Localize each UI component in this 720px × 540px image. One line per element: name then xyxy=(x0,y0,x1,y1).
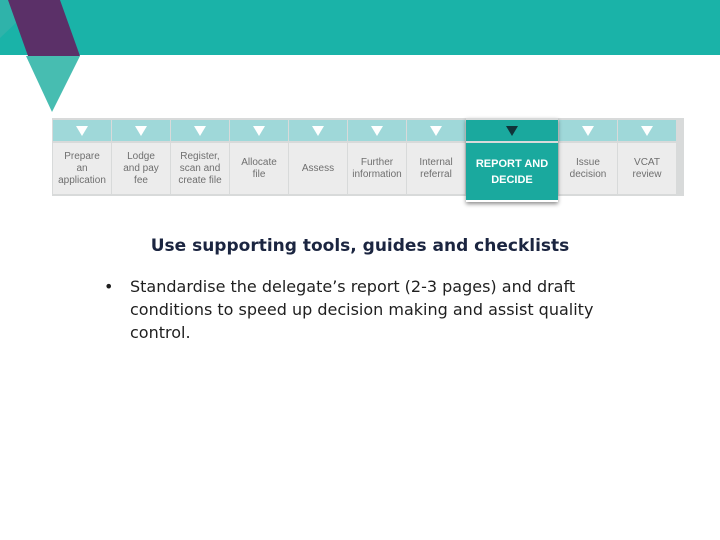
process-step xyxy=(618,118,676,196)
down-arrow-icon xyxy=(430,126,442,136)
corner-triangle-decoration xyxy=(0,0,82,112)
process-step xyxy=(466,118,558,202)
process-step xyxy=(171,118,229,196)
down-arrow-icon xyxy=(76,126,88,136)
down-arrow-icon xyxy=(312,126,324,136)
process-step xyxy=(289,118,347,196)
step-label: VCAT review xyxy=(618,143,676,194)
step-header xyxy=(407,120,465,141)
bullet-dot: • xyxy=(104,277,114,296)
step-header xyxy=(289,120,347,141)
step-header xyxy=(348,120,406,141)
step-label: Lodge and pay fee xyxy=(112,143,170,194)
down-arrow-icon xyxy=(135,126,147,136)
step-header xyxy=(53,120,111,141)
step-label: Allocate file xyxy=(230,143,288,194)
top-color-band xyxy=(0,0,720,55)
step-label: Internal referral xyxy=(407,143,465,194)
process-step xyxy=(559,118,617,196)
step-label: Issue decision xyxy=(559,143,617,194)
step-header xyxy=(466,120,558,141)
step-label: Assess xyxy=(289,143,347,194)
down-arrow-icon xyxy=(582,126,594,136)
step-label: Prepare an application xyxy=(53,143,111,194)
process-step xyxy=(348,118,406,196)
down-arrow-icon xyxy=(506,126,518,136)
down-arrow-icon xyxy=(641,126,653,136)
bullet-text: Standardise the delegate’s report (2-3 pages) and draft conditions to speed up decision making and assist quality control. xyxy=(130,277,594,342)
down-arrow-icon xyxy=(253,126,265,136)
process-step xyxy=(53,118,111,196)
down-arrow-icon xyxy=(194,126,206,136)
down-arrow-icon xyxy=(371,126,383,136)
process-step xyxy=(407,118,465,196)
step-header xyxy=(112,120,170,141)
bullet-list xyxy=(104,275,624,344)
bullet-item xyxy=(104,275,624,344)
slide-subtitle: Use supporting tools, guides and checklists xyxy=(150,236,570,256)
step-header xyxy=(559,120,617,141)
process-step xyxy=(230,118,288,196)
step-label: Further information xyxy=(348,143,406,194)
process-flow-strip xyxy=(52,118,684,196)
step-header xyxy=(171,120,229,141)
deco-purple-triangle xyxy=(8,0,80,56)
step-label: Register, scan and create file xyxy=(171,143,229,194)
step-header xyxy=(618,120,676,141)
step-label: REPORT AND DECIDE xyxy=(466,143,558,200)
process-step xyxy=(112,118,170,196)
deco-teal-triangle-lower xyxy=(26,56,80,112)
step-header xyxy=(230,120,288,141)
